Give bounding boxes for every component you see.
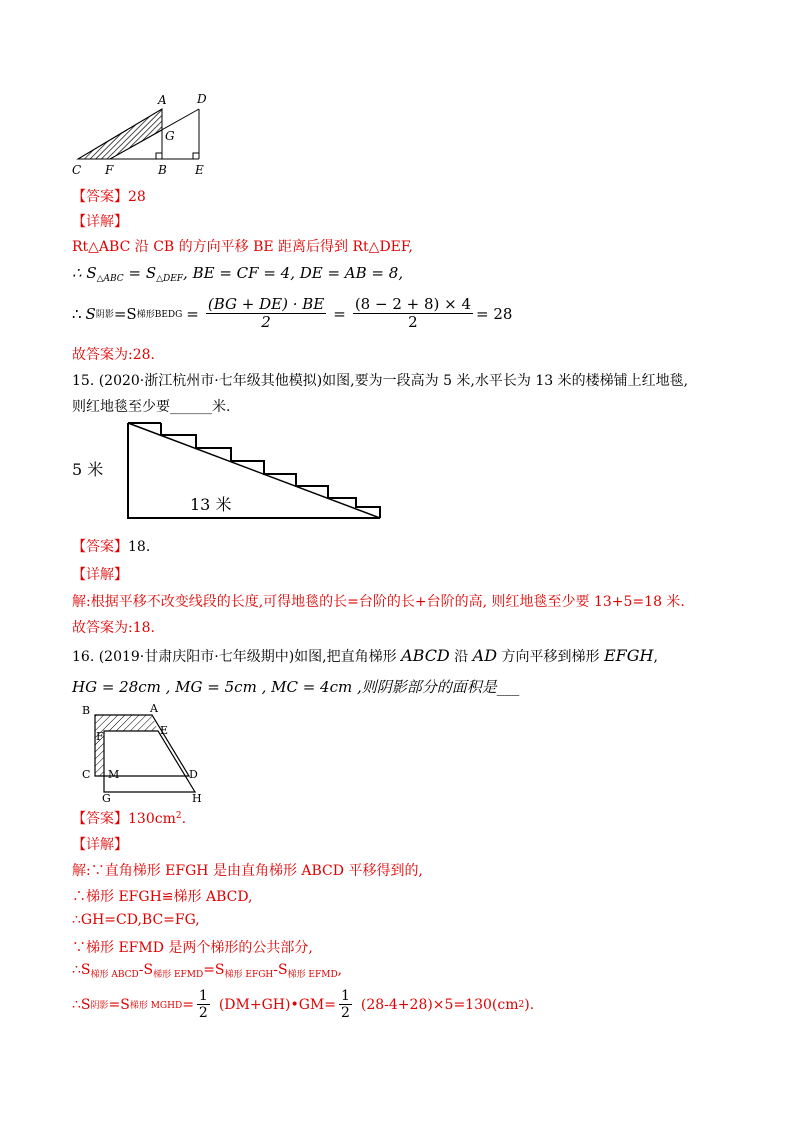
numerator: (BG + DE) · BE (207, 295, 325, 313)
symbol-s: S (85, 304, 96, 323)
subscript: 梯形 EFGH (224, 970, 274, 980)
fraction-1 (206, 296, 326, 332)
punct: , (653, 649, 658, 665)
answer-line-q16 (72, 808, 186, 828)
label-h: H (192, 792, 202, 804)
label-c: C (82, 768, 91, 781)
figure-q14-triangles (68, 90, 218, 180)
label-f: F (96, 730, 104, 743)
detail-label: 【详解】 (72, 214, 128, 230)
label-g: G (165, 129, 175, 143)
math-abcd: ABCD (401, 646, 450, 665)
label-a: A (158, 93, 167, 107)
label-b: B (82, 704, 91, 717)
right-angle-e (193, 153, 199, 159)
denominator: 2 (261, 313, 271, 332)
superscript: 2 (518, 999, 525, 1010)
question-16-line-2: HG = 28cm , MG = 5cm , MC = 4cm ,则阴影部分的面积是___ (72, 678, 520, 696)
fraction-2 (353, 296, 473, 332)
label-c: C (72, 163, 82, 177)
numerator: 1 (340, 988, 350, 1004)
hypotenuse (128, 423, 380, 518)
right-angle-b (156, 153, 162, 159)
superscript: 2 (175, 811, 182, 821)
figure-q15-stairs (66, 418, 388, 524)
question-15-line-1: 15. (2020·浙江杭州市·七年级其他模拟)如图,要为一段高为 5 米,水平长为 13 米的楼梯铺上红地毯, (72, 373, 689, 389)
answer-label: 【答案】 (72, 811, 128, 827)
detail-line-4: ∵梯形 EFMD 是两个梯形的公共部分, (72, 940, 313, 956)
subscript: △DEF (156, 274, 184, 284)
answer-line-q14 (72, 186, 146, 206)
formula-rest: , BE = CF = 4, DE = AB = 8, (183, 264, 404, 282)
denominator: 2 (408, 313, 418, 332)
detail-label: 【详解】 (72, 837, 128, 853)
fraction-half (339, 988, 352, 1021)
trapezoid-efgh (104, 731, 195, 792)
numerator: 1 (198, 988, 208, 1004)
answer-line-q15 (72, 536, 150, 556)
symbol-s: S (86, 264, 97, 282)
result: = 28 (476, 304, 513, 323)
detail-line-1: Rt△ABC 沿 CB 的方向平移 BE 距离后得到 Rt△DEF, (72, 239, 413, 255)
text: ). (524, 996, 535, 1013)
figure-q16-trapezoids (76, 700, 212, 804)
therefore-symbol: ∴ (72, 304, 82, 323)
text: -S (138, 962, 154, 978)
text: =S (108, 996, 130, 1013)
text: = (182, 996, 194, 1013)
label-m: M (108, 768, 120, 781)
symbol-s: S (145, 264, 157, 282)
question-16-line-1 (72, 646, 658, 666)
answer-label: 【答案】 (72, 539, 128, 555)
text: , (337, 962, 343, 978)
math-efgh: EFGH (603, 646, 654, 665)
subscript: 梯形 MGHD (129, 1001, 183, 1012)
math-ad: AD (472, 646, 498, 665)
text: -S (273, 962, 288, 978)
detail-label: 【详解】 (72, 567, 128, 583)
subscript: 阴影 (90, 1001, 109, 1012)
equals: =S (113, 304, 137, 323)
detail-line-q15: 解:根据平移不改变线段的长度,可得地毯的长=台阶的长+台阶的高, 则红地毯至少要 13+5=18 米. (72, 594, 685, 610)
denominator: 2 (198, 1005, 208, 1022)
label-e: E (195, 163, 204, 177)
numerator: (8 − 2 + 8) × 4 (354, 295, 472, 313)
therefore-symbol: ∴ (72, 264, 82, 282)
detail-line-3: ∴GH=CD,BC=FG, (72, 912, 200, 928)
text: (28-4+28)×5=130(cm (360, 996, 519, 1013)
equals: = (123, 264, 146, 282)
subscript: 梯形 EFMD (153, 970, 204, 980)
subscript: 梯形 ABCD (90, 970, 139, 980)
label-f: F (105, 163, 114, 177)
label-height: 5 米 (72, 460, 104, 479)
subscript: 梯形 EFMD (287, 970, 338, 980)
label-g: G (102, 792, 111, 804)
text: ∴S (72, 962, 91, 978)
label-d: D (197, 92, 207, 106)
formula-line-2 (72, 264, 403, 284)
answer-value: 130cm (128, 811, 176, 827)
detail-line-5 (72, 962, 342, 980)
fraction-half (197, 988, 210, 1021)
subscript: 梯形BEDG (136, 310, 183, 321)
answer-value: 28 (128, 189, 146, 205)
label-e: E (160, 724, 169, 737)
formula-line-3: ∴ S 阴影 =S 梯形BEDG = $\frac{(BG + DE) \cdot BE}{2}$ = $\frac{(8 - 2 + 8) \times 4}{2}$ = 28 (72, 295, 513, 332)
detail-line-2: ∴梯形 EFGH≌梯形 ABCD, (72, 889, 253, 905)
answer-label: 【答案】 (72, 189, 128, 205)
label-a: A (150, 702, 158, 715)
detail-line-1: 解:∵直角梯形 EFGH 是由直角梯形 ABCD 平移得到的, (72, 863, 423, 879)
denominator: 2 (340, 1005, 350, 1022)
subscript: 阴影 (95, 310, 114, 321)
question-15-line-2: 则红地毯至少要______米. (72, 399, 231, 415)
answer-value: 18. (128, 539, 151, 555)
label-d: D (189, 768, 198, 781)
label-length: 13 米 (190, 495, 232, 514)
question-text: 16. (2019·甘肃庆阳市·七年级期中)如图,把直角梯形 (72, 649, 397, 665)
punct: . (181, 811, 187, 827)
text: =S (203, 962, 225, 978)
label-b: B (158, 163, 167, 177)
detail-line-6 (72, 988, 534, 1021)
subscript: △ABC (96, 274, 124, 284)
conclusion-q15: 故答案为:18. (72, 620, 155, 636)
conclusion-q14: 故答案为:28. (72, 347, 155, 363)
text: (DM+GH)•GM= (218, 996, 336, 1013)
text: ∴S (72, 996, 91, 1013)
question-text: 沿 (454, 649, 469, 665)
question-text: 方向平移到梯形 (501, 649, 600, 665)
